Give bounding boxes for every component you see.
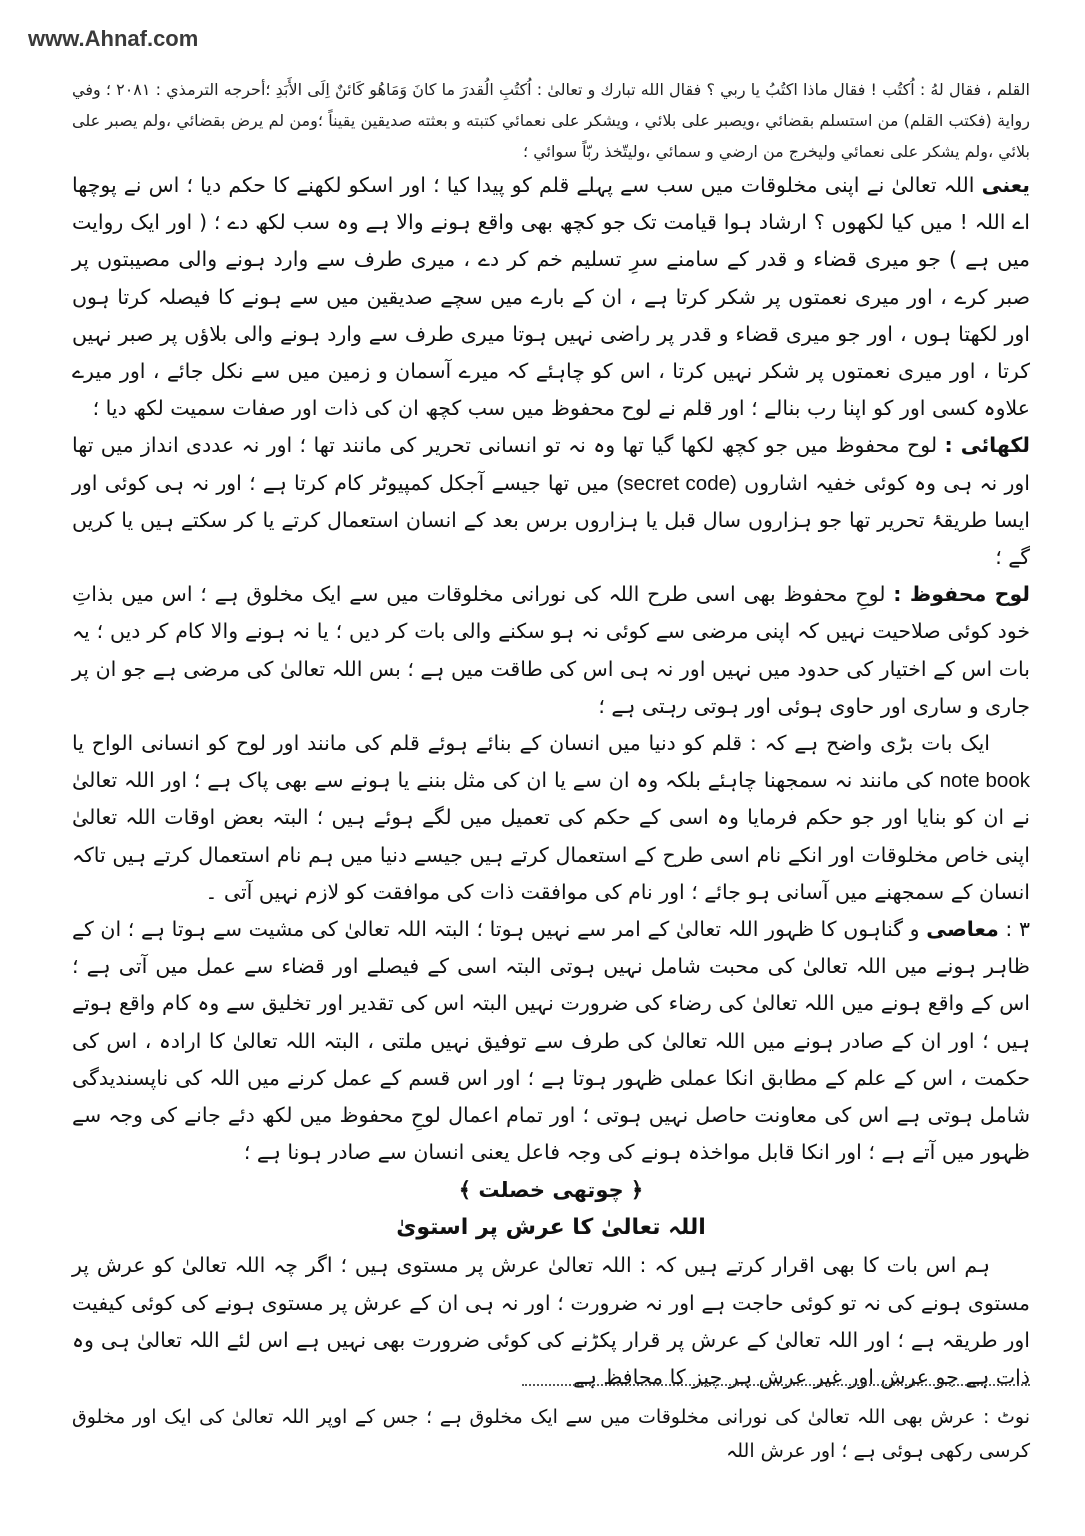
paragraph-lauh-mahfooz: [72, 576, 1030, 725]
paragraph-text: لوحِ محفوظ بھی اسی طرح اللہ کی نورانی مخلوقات میں سے ایک مخلوق ہے ؛ اس میں بذاتِ خود کوئی صلاحیت نہیں کہ اپنی مرضی سے کوئی نہ ہو سکنے والی بات کر دیں ؛ یا نہ ہونے والا کام کر دیں ؛ یہ بات اس کے اختیار کی حدود میں نہیں اور نہ ہی اس کی طاقت میں ہے ؛ بس اللہ تعالیٰ کی مرضی ہے جو ان پر جاری و ساری اور حاوی ہوئی اور ہوتی رہتی ہے ؛: [72, 582, 1030, 718]
arabic-hadith-text: القلم ، فقال لهُ : اُكتُب ! فقال ماذا اكتُبُ يا ربي ؟ فقال الله تبارك و تعالىٰ : اُكتُبِ الُقدرَ ما كانَ وَمَاهُو كَائنٌ اِلَى الأَبَدِ ؛أحرجه الترمذي : ٢٠٨١ ؛ وفي رواية (فكتب القلم) من استسلم بقضائي ،ويصبر على بلائي ، ويشكر على نعمائي كتبته و بعثته صديقين يقيناً ؛ومن لم يرض بقضائي ،ولم يصبر على بلائي ،ولم يشكر على نعمائي وليخرج من ارضي و سمائي ،وليتّخذ ربّاً سوائي ؛: [72, 80, 1031, 161]
paragraph-clarification: [72, 725, 1030, 911]
paragraph-maasi: [72, 911, 1030, 1171]
note-book-term: note book: [939, 769, 1030, 793]
section-ornament-title: ﴿ چوتھی خصلت ﴾: [458, 1178, 644, 1203]
page-body: [72, 74, 1030, 1396]
site-url-watermark: www.Ahnaf.com: [28, 26, 199, 51]
section-title: اللہ تعالیٰ کا عرش پر استویٰ: [396, 1215, 706, 1241]
paragraph-text: ایک بات بڑی واضح ہے کہ : قلم کو دنیا میں انسان کے بنائے ہوئے قلم کی مانند اور لوح کو انسانی الواح یا: [72, 731, 990, 756]
footnote-divider: [522, 1384, 1030, 1386]
paragraph-lead: لکھائی :: [944, 433, 1030, 458]
paragraph-number: ۳ :: [1005, 917, 1030, 942]
footnote: نوٹ : عرش بھی اللہ تعالیٰ کی نورانی مخلوقات میں سے ایک مخلوق ہے ؛ جس کے اوپر اللہ تعالیٰ کی ایک اور مخلوق کرسی رکھی ہوئی ہے ؛ اور عرش اللہ: [72, 1406, 1030, 1462]
secret-code-term: (secret code): [616, 471, 737, 495]
paragraph-text: کی مانند نہ سمجھنا چاہئے بلکہ وہ ان سے یا ان کی مثل بننے یا ہونے سے بھی پاک ہے ؛ اور اللہ تعالیٰ نے ان کو بنایا اور جو حکم فرمایا وہ اسی کے حکم کی تعمیل میں لگے ہوئے ہیں ؛ البتہ بعض اوقات اللہ تعالیٰ اپنی خاص مخلوقات اور انکے نام اسی طرح کے استعمال کرتے ہیں جیسے دنیا میں ہم نام استعمال کرتے ہیں تاکہ انسان کے سمجھنے میں آسانی ہو جائے ؛ اور نام کی موافقت ذات کی موافقت کو لازم نہیں آتی ۔: [72, 768, 1030, 904]
paragraph-text: لوح محفوظ میں جو کچھ لکھا گیا تھا وہ نہ تو انسانی تحریر کی مانند تھا ؛ اور نہ عددی انداز میں تھا اور نہ ہی وہ کوئی خفیہ اشاروں: [72, 433, 1030, 495]
paragraph-qalam: [72, 167, 1030, 427]
paragraph-lead: لوح محفوظ :: [893, 582, 1030, 607]
paragraph-text: ہم اس بات کا بھی اقرار کرتے ہیں کہ : اللہ تعالیٰ عرش پر مستوی ہیں ؛ اگر چہ اللہ تعالیٰ کو عرش پر مستوی ہونے کی نہ تو کوئی حاجت ہے اور نہ ضرورت ؛ اور نہ ہی ان کے عرش پر مستوی ہونے کی کوئی کیفیت اور طریقہ ہے ؛ اور اللہ تعالیٰ کے عرش پر قرار پکڑنے کی کوئی ضرورت بھی نہیں ہے اس لئے اللہ تعالیٰ ہی وہ ذات ہے جو عرش اور غیر عرش ہر چیز کا محافظ ہے: [72, 1253, 1030, 1390]
paragraph-text: اللہ تعالیٰ نے اپنی مخلوقات میں سب سے پہلے قلم کو پیدا کیا ؛ اور اسکو لکھنے کا حکم دیا ؛ اس نے پوچھا اے اللہ ! میں کیا لکھوں ؟ ارشاد ہوا قیامت تک جو کچھ بھی واقع ہونے والا ہے وہ سب لکھ دے ؛ ( اور ایک روایت میں ہے ) جو میری قضاء و قدر کے سامنے سرِ تسلیم خم کر دے ، میری طرف سے وارد ہونے والی مصیبتوں پر صبر کرے ، اور میری نعمتوں پر شکر کرتا ہے ، ان کے بارے میں سچے صدیقین میں سے ہونے کا فیصلہ کرتا ہوں اور لکھتا ہوں ، اور جو میری قضاء و قدر پر راضی نہیں ہوتا میری طرف سے وارد ہونے والی بلاؤں پر صبر نہیں کرتا ، اور میری نعمتوں پر شکر نہیں کرتا ، اس کو چاہئے کہ میرے آسمان و زمین میں سے نکل جائے ، اور میرے علاوہ کسی اور کو اپنا رب بنالے ؛ اور قلم نے لوح محفوظ میں سب کچھ ان کی ذات اور صفات سمیت لکھ دیا ؛: [72, 173, 1030, 421]
paragraph-lead: معاصی: [926, 917, 999, 942]
paragraph-likhai: [72, 427, 1030, 576]
paragraph-istiwa: [72, 1247, 1030, 1396]
paragraph-text: میں تھا جیسے آجکل کمپیوٹر کام کرتا ہے ؛ اور نہ ہی کوئی اور ایسا طریقۂ تحریر تھا جو ہزاروں سال قبل یا ہزاروں برس بعد کے انسان استعمال کرتے یا کر سکتے ہیں یا کریں گے ؛: [72, 470, 1030, 570]
paragraph-text: و گناہوں کا ظہور اللہ تعالیٰ کے امر سے نہیں ہوتا ؛ البتہ اللہ تعالیٰ کی مشیت سے ہوتا ہے ؛ ان کے ظاہر ہونے میں اللہ تعالیٰ کی محبت شامل نہیں ہوتی البتہ اسی کے فیصلے اور قضاء سے عمل میں آتی ہے ؛ اس کے واقع ہونے میں اللہ تعالیٰ کی رضاء کی ضرورت نہیں البتہ اس کی تقدیر اور تخلیق سے وہ کام واقع ہوتے ہیں ؛ اور ان کے صادر ہونے میں اللہ تعالیٰ کی طرف سے توفیق نہیں ملتی ، البتہ اللہ تعالیٰ کا ارادہ ، اس کی حکمت ، اس کے علم کے مطابق انکا عملی ظہور ہوتا ہے ؛ اور اس قسم کے عمل کرنے میں اللہ کی ناپسندیدگی شامل ہوتی ہے اس کی معاونت حاصل نہیں ہوتی ؛ اور تمام اعمال لوحِ محفوظ میں لکھ دئے جانے کی وجہ سے ظہور میں آتے ہے ؛ اور انکا قابل مواخذہ ہونے کی وجہ فاعل یعنی انسان سے صادر ہونا ہے ؛: [72, 917, 1030, 1165]
paragraph-lead: یعنی: [981, 173, 1030, 197]
